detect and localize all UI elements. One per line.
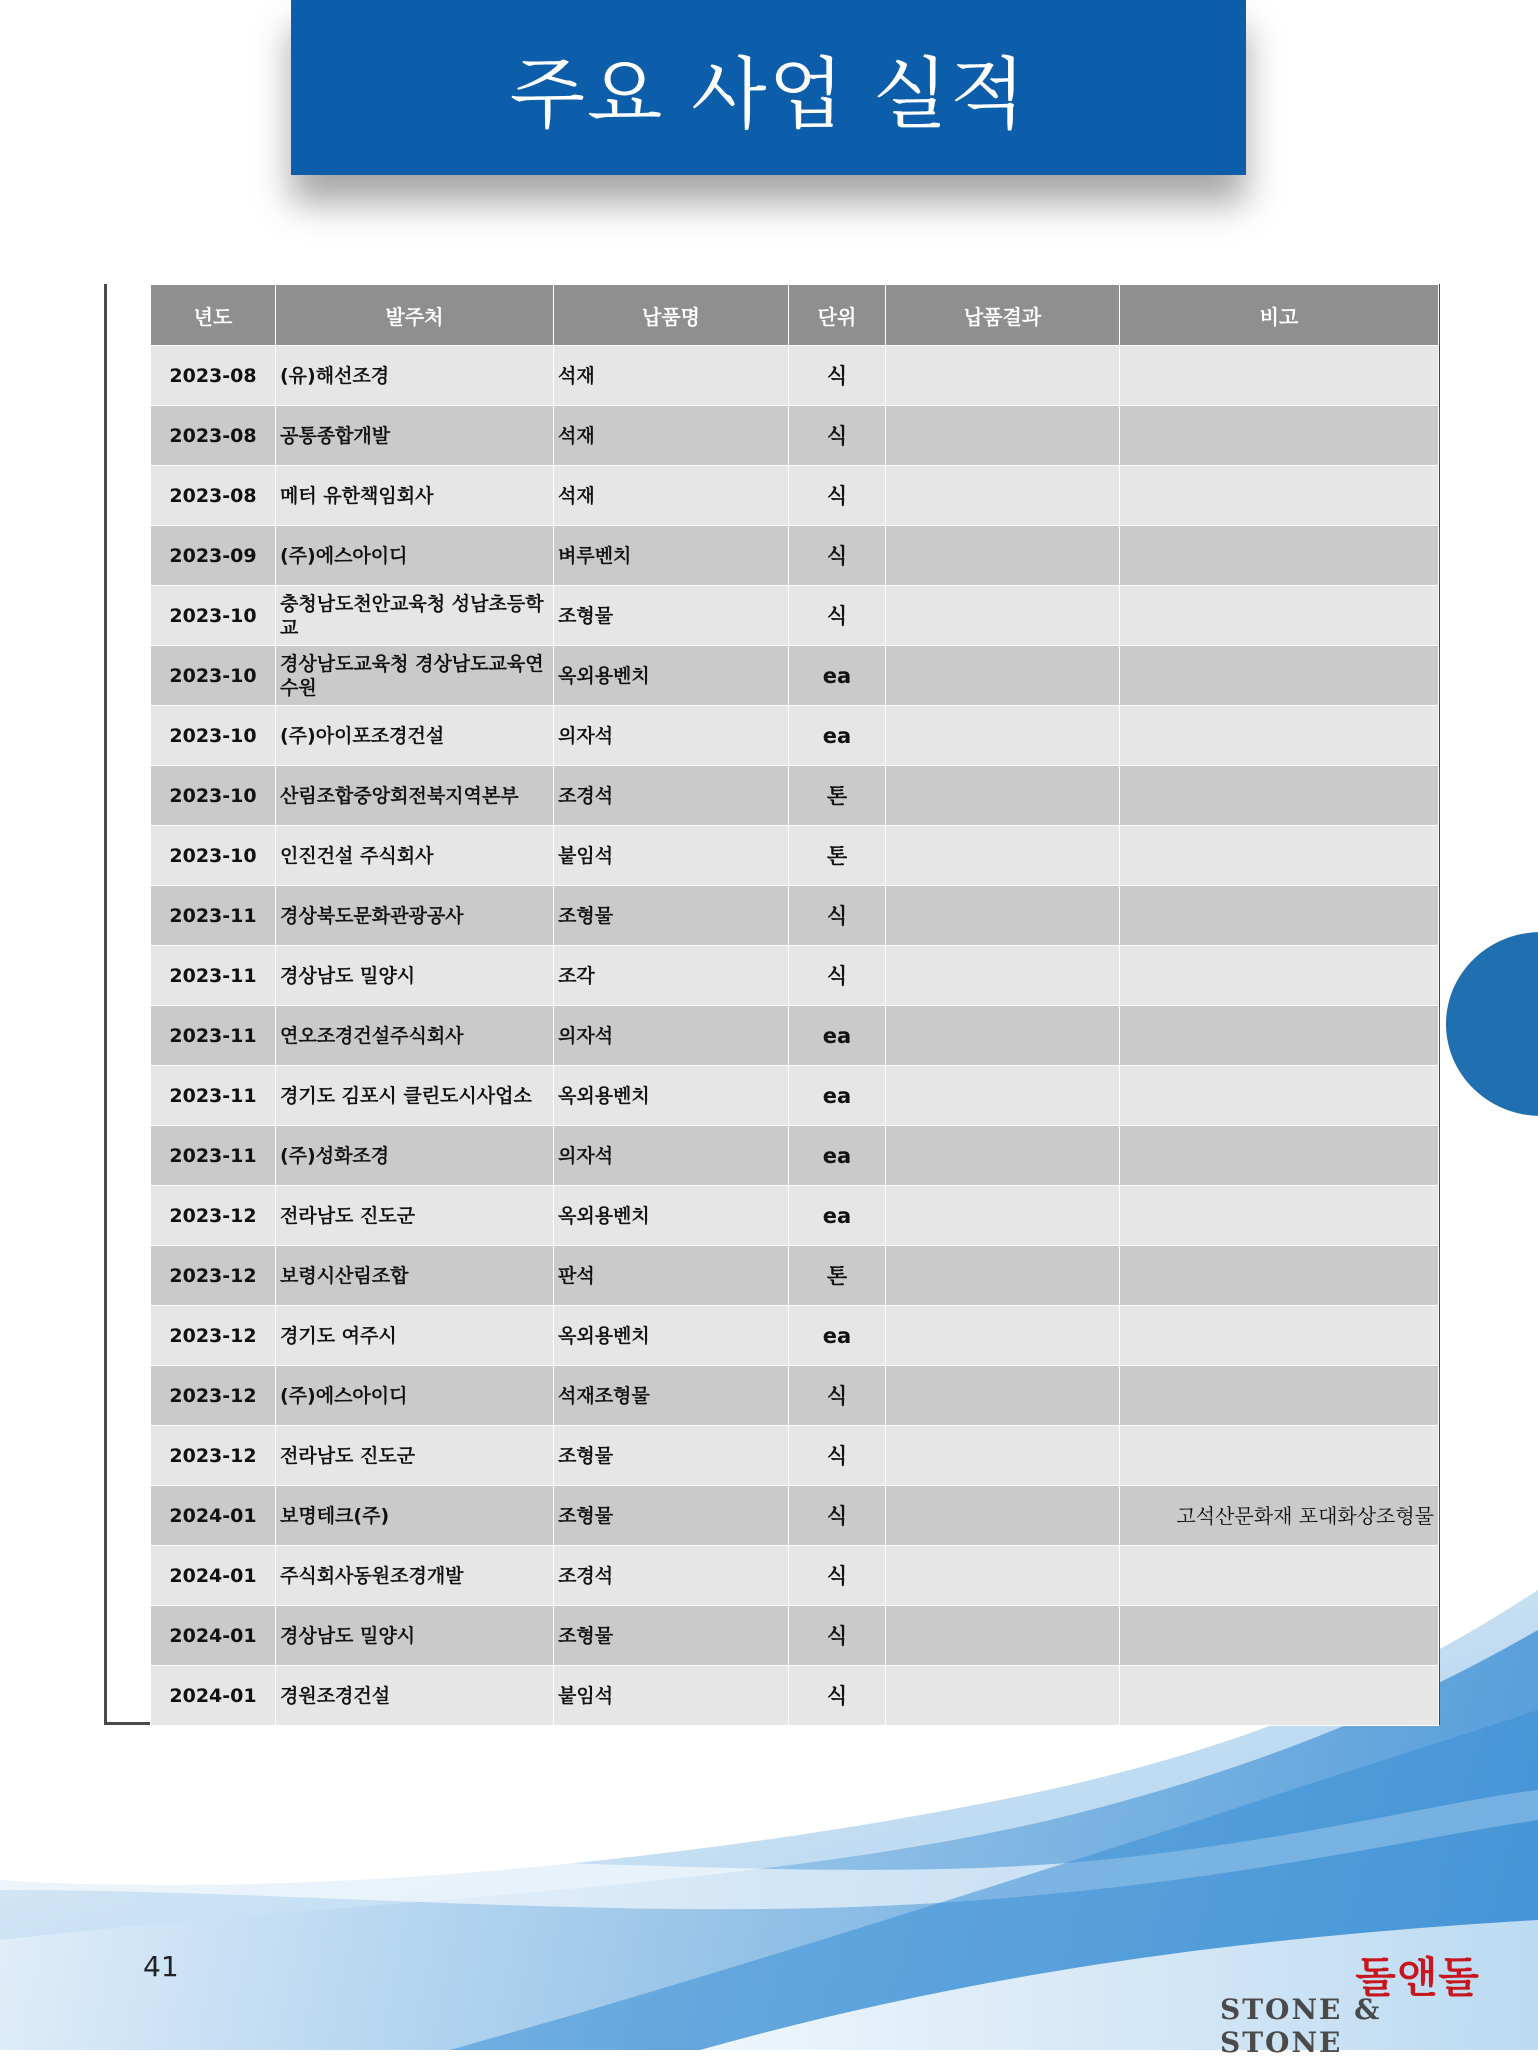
- cell-client: 전라남도 진도군: [276, 1186, 554, 1246]
- cell-client: 보명테크(주): [276, 1486, 554, 1546]
- cell-client: 보령시산림조합: [276, 1246, 554, 1306]
- cell-client: 경기도 김포시 클린도시사업소: [276, 1066, 554, 1126]
- cell-note: [1120, 1366, 1439, 1426]
- header-unit: 단위: [789, 285, 886, 346]
- cell-result: [886, 1186, 1120, 1246]
- cell-year: 2023-08: [151, 346, 276, 406]
- cell-unit: ea: [789, 1126, 886, 1186]
- cell-item: 조각: [554, 946, 789, 1006]
- table-row: [151, 1126, 1439, 1186]
- table-row: [151, 1546, 1439, 1606]
- cell-note: [1120, 466, 1439, 526]
- cell-note: [1120, 1006, 1439, 1066]
- cell-year: 2024-01: [151, 1486, 276, 1546]
- cell-note: [1120, 1246, 1439, 1306]
- cell-result: [886, 526, 1120, 586]
- cell-client: 경상남도 밀양시: [276, 1606, 554, 1666]
- table-row: [151, 1306, 1439, 1366]
- cell-unit: ea: [789, 1006, 886, 1066]
- cell-result: [886, 1546, 1120, 1606]
- cell-unit: ea: [789, 1066, 886, 1126]
- cell-item: 붙임석: [554, 1666, 789, 1726]
- cell-year: 2023-11: [151, 886, 276, 946]
- cell-client: 경상남도교육청 경상남도교육연수원: [276, 646, 554, 706]
- cell-note: [1120, 586, 1439, 646]
- cell-result: [886, 1306, 1120, 1366]
- cell-unit: 식: [789, 1606, 886, 1666]
- cell-note: [1120, 1546, 1439, 1606]
- page-title: 주요 사업 실적: [509, 49, 1028, 140]
- table-row: [151, 646, 1439, 706]
- cell-result: [886, 1246, 1120, 1306]
- cell-item: 조형물: [554, 586, 789, 646]
- cell-item: 옥외용벤치: [554, 1066, 789, 1126]
- cell-year: 2023-12: [151, 1366, 276, 1426]
- cell-note: [1120, 826, 1439, 886]
- table-row: [151, 586, 1439, 646]
- cell-result: [886, 1366, 1120, 1426]
- cell-unit: 식: [789, 526, 886, 586]
- table-row: [151, 1006, 1439, 1066]
- cell-item: 석재: [554, 466, 789, 526]
- header-note: 비고: [1120, 285, 1439, 346]
- cell-unit: 식: [789, 1426, 886, 1486]
- cell-year: 2023-12: [151, 1306, 276, 1366]
- cell-unit: ea: [789, 1306, 886, 1366]
- header-item: 납품명: [554, 285, 789, 346]
- cell-note: 고석산문화재 포대화상조형물: [1120, 1486, 1439, 1546]
- cell-unit: 식: [789, 406, 886, 466]
- table-row: [151, 826, 1439, 886]
- cell-client: 메터 유한책임회사: [276, 466, 554, 526]
- header-result: 납품결과: [886, 285, 1120, 346]
- cell-year: 2023-08: [151, 466, 276, 526]
- table-row: [151, 1486, 1439, 1546]
- cell-year: 2023-11: [151, 1126, 276, 1186]
- cell-note: [1120, 406, 1439, 466]
- cell-year: 2023-12: [151, 1246, 276, 1306]
- cell-unit: 식: [789, 586, 886, 646]
- cell-note: [1120, 1666, 1439, 1726]
- cell-year: 2024-01: [151, 1666, 276, 1726]
- cell-result: [886, 1426, 1120, 1486]
- cell-note: [1120, 1066, 1439, 1126]
- cell-client: (유)해선조경: [276, 346, 554, 406]
- header-year: 년도: [151, 285, 276, 346]
- cell-year: 2023-10: [151, 766, 276, 826]
- cell-item: 조형물: [554, 1426, 789, 1486]
- cell-client: 공통종합개발: [276, 406, 554, 466]
- cell-item: 조형물: [554, 1606, 789, 1666]
- cell-unit: ea: [789, 1186, 886, 1246]
- cell-item: 옥외용벤치: [554, 1306, 789, 1366]
- cell-client: 경상남도 밀양시: [276, 946, 554, 1006]
- cell-client: 경기도 여주시: [276, 1306, 554, 1366]
- cell-year: 2023-11: [151, 946, 276, 1006]
- cell-client: 경원조경건설: [276, 1666, 554, 1726]
- title-banner: [291, 0, 1246, 175]
- cell-result: [886, 1066, 1120, 1126]
- table-row: [151, 886, 1439, 946]
- cell-year: 2023-08: [151, 406, 276, 466]
- cell-note: [1120, 1606, 1439, 1666]
- cell-year: 2023-10: [151, 646, 276, 706]
- table-header-row: [151, 285, 1439, 346]
- cell-note: [1120, 886, 1439, 946]
- cell-result: [886, 886, 1120, 946]
- cell-client: (주)성화조경: [276, 1126, 554, 1186]
- table-row: [151, 526, 1439, 586]
- cell-item: 옥외용벤치: [554, 646, 789, 706]
- cell-unit: 식: [789, 886, 886, 946]
- cell-client: (주)아이포조경건설: [276, 706, 554, 766]
- cell-client: 전라남도 진도군: [276, 1426, 554, 1486]
- table-row: [151, 706, 1439, 766]
- cell-note: [1120, 646, 1439, 706]
- cell-year: 2023-10: [151, 586, 276, 646]
- cell-item: 조경석: [554, 1546, 789, 1606]
- cell-item: 의자석: [554, 1126, 789, 1186]
- cell-result: [886, 406, 1120, 466]
- table-row: [151, 406, 1439, 466]
- table-row: [151, 766, 1439, 826]
- cell-year: 2024-01: [151, 1606, 276, 1666]
- cell-unit: 식: [789, 1546, 886, 1606]
- cell-item: 옥외용벤치: [554, 1186, 789, 1246]
- cell-client: 경상북도문화관광공사: [276, 886, 554, 946]
- cell-unit: ea: [789, 706, 886, 766]
- cell-item: 석재: [554, 406, 789, 466]
- table-row: [151, 946, 1439, 1006]
- cell-year: 2023-12: [151, 1186, 276, 1246]
- cell-note: [1120, 346, 1439, 406]
- cell-result: [886, 466, 1120, 526]
- table-row: [151, 1426, 1439, 1486]
- header-client: 발주처: [276, 285, 554, 346]
- cell-client: 연오조경건설주식회사: [276, 1006, 554, 1066]
- cell-result: [886, 1126, 1120, 1186]
- cell-client: (주)에스아이디: [276, 526, 554, 586]
- cell-note: [1120, 766, 1439, 826]
- cell-note: [1120, 1306, 1439, 1366]
- cell-result: [886, 1666, 1120, 1726]
- cell-year: 2024-01: [151, 1546, 276, 1606]
- cell-note: [1120, 526, 1439, 586]
- cell-unit: 식: [789, 1486, 886, 1546]
- logo-english-text: STONE & STONE: [1220, 1993, 1382, 2059]
- page-number: 41: [143, 1950, 179, 1983]
- table-row: [151, 1606, 1439, 1666]
- cell-year: 2023-10: [151, 826, 276, 886]
- cell-client: 주식회사동원조경개발: [276, 1546, 554, 1606]
- cell-item: 붙임석: [554, 826, 789, 886]
- cell-unit: 식: [789, 466, 886, 526]
- cell-item: 의자석: [554, 1006, 789, 1066]
- cell-note: [1120, 1426, 1439, 1486]
- cell-client: 인진건설 주식회사: [276, 826, 554, 886]
- table-row: [151, 346, 1439, 406]
- cell-year: 2023-11: [151, 1066, 276, 1126]
- cell-year: 2023-10: [151, 706, 276, 766]
- cell-result: [886, 586, 1120, 646]
- decorative-blue-circle: [1446, 932, 1538, 1116]
- cell-result: [886, 1006, 1120, 1066]
- cell-result: [886, 766, 1120, 826]
- cell-item: 조형물: [554, 886, 789, 946]
- cell-unit: 식: [789, 346, 886, 406]
- cell-result: [886, 946, 1120, 1006]
- cell-unit: 톤: [789, 766, 886, 826]
- table-row: [151, 1246, 1439, 1306]
- cell-client: (주)에스아이디: [276, 1366, 554, 1426]
- cell-unit: ea: [789, 646, 886, 706]
- cell-result: [886, 706, 1120, 766]
- cell-result: [886, 346, 1120, 406]
- company-logo: [1220, 1945, 1520, 2059]
- table-row: [151, 1066, 1439, 1126]
- cell-unit: 식: [789, 946, 886, 1006]
- cell-result: [886, 1606, 1120, 1666]
- table-row: [151, 1366, 1439, 1426]
- cell-item: 석재: [554, 346, 789, 406]
- cell-year: 2023-12: [151, 1426, 276, 1486]
- cell-client: 충청남도천안교육청 성남초등학교: [276, 586, 554, 646]
- cell-unit: 톤: [789, 1246, 886, 1306]
- table-row: [151, 1186, 1439, 1246]
- cell-note: [1120, 1126, 1439, 1186]
- cell-item: 판석: [554, 1246, 789, 1306]
- cell-client: 산림조합중앙회전북지역본부: [276, 766, 554, 826]
- table-row: [151, 1666, 1439, 1726]
- table-row: [151, 466, 1439, 526]
- cell-result: [886, 826, 1120, 886]
- cell-unit: 식: [789, 1666, 886, 1726]
- cell-unit: 식: [789, 1366, 886, 1426]
- cell-item: 벼루벤치: [554, 526, 789, 586]
- records-table: [150, 284, 1439, 1726]
- cell-note: [1120, 706, 1439, 766]
- cell-item: 의자석: [554, 706, 789, 766]
- logo-korean-text: 돌앤돌: [1355, 1953, 1480, 2002]
- cell-item: 조형물: [554, 1486, 789, 1546]
- cell-result: [886, 646, 1120, 706]
- cell-unit: 톤: [789, 826, 886, 886]
- cell-item: 석재조형물: [554, 1366, 789, 1426]
- cell-note: [1120, 1186, 1439, 1246]
- cell-year: 2023-11: [151, 1006, 276, 1066]
- cell-note: [1120, 946, 1439, 1006]
- cell-year: 2023-09: [151, 526, 276, 586]
- cell-result: [886, 1486, 1120, 1546]
- cell-item: 조경석: [554, 766, 789, 826]
